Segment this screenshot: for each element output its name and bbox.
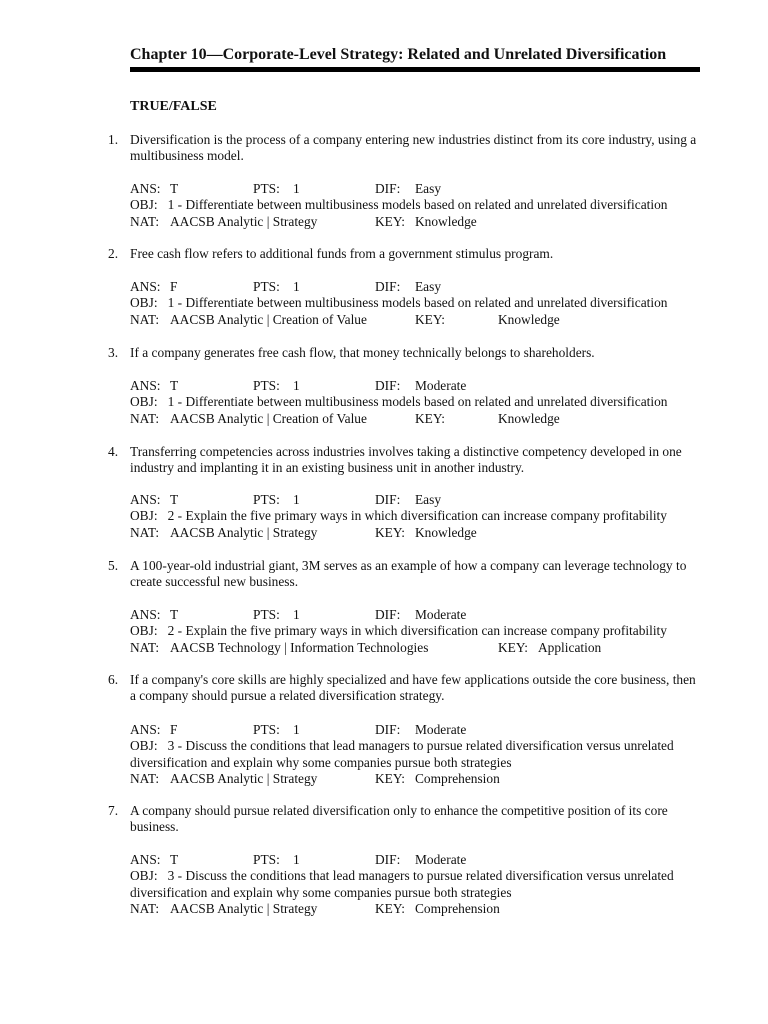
question-number: 3.	[108, 345, 119, 360]
answer-row	[130, 181, 730, 197]
answer-row	[130, 722, 730, 738]
pts-value: 1	[293, 378, 300, 393]
pts-value: 1	[293, 181, 300, 196]
key-value: Knowledge	[498, 410, 560, 426]
obj-label: OBJ:	[130, 508, 158, 524]
nat-label: NAT:	[130, 311, 160, 327]
question-meta	[130, 181, 730, 230]
key-value: Application	[538, 639, 602, 655]
ans-label: ANS:	[130, 607, 161, 622]
ans-value: T	[170, 852, 179, 867]
question-meta	[130, 378, 730, 427]
ans-value: F	[170, 722, 178, 737]
key-value: Knowledge	[415, 524, 477, 540]
key-label: KEY:	[375, 901, 406, 917]
question-text: A company should pursue related diversification only to enhance the competitive position of its core business.	[130, 803, 668, 835]
nat-value: AACSB Technology | Information Technologies	[170, 639, 429, 655]
pts-label: PTS:	[253, 492, 280, 507]
ans-label: ANS:	[130, 378, 161, 393]
obj-label: OBJ:	[130, 394, 158, 410]
nat-label: NAT:	[130, 410, 160, 426]
key-label: KEY:	[498, 639, 529, 655]
question-text: Diversification is the process of a company entering new industries distinct from its core industry, using a multibusiness model.	[130, 132, 697, 164]
obj-label: OBJ:	[130, 197, 158, 213]
nat-value: AACSB Analytic | Strategy	[170, 524, 318, 540]
question-number: 7.	[108, 803, 119, 818]
answer-row	[130, 492, 730, 508]
objective-row	[130, 197, 700, 213]
title-rule	[130, 67, 700, 72]
ans-value: T	[170, 607, 179, 622]
ans-value: F	[170, 279, 178, 294]
obj-value: 3 - Discuss the conditions that lead managers to pursue related diversification versus unrelated diversification and explain why some companies pursue both strategies	[130, 868, 674, 900]
pts-label: PTS:	[253, 607, 280, 622]
dif-label: DIF:	[375, 852, 401, 867]
ans-label: ANS:	[130, 722, 161, 737]
nat-key-row	[130, 901, 730, 917]
pts-label: PTS:	[253, 722, 280, 737]
obj-value: 3 - Discuss the conditions that lead managers to pursue related diversification versus unrelated diversification and explain why some companies pursue both strategies	[130, 738, 674, 770]
nat-key-row	[130, 525, 730, 541]
obj-value: 2 - Explain the five primary ways in which diversification can increase company profitability	[167, 508, 667, 524]
nat-key-row	[130, 312, 730, 328]
pts-label: PTS:	[253, 378, 280, 393]
nat-key-row	[130, 411, 730, 427]
question-number: 2.	[108, 246, 119, 261]
dif-label: DIF:	[375, 279, 401, 294]
ans-label: ANS:	[130, 492, 161, 507]
question-number: 1.	[108, 132, 119, 147]
answer-row	[130, 852, 730, 868]
pts-value: 1	[293, 852, 300, 867]
pts-label: PTS:	[253, 181, 280, 196]
question-text: Transferring competencies across industries involves taking a distinctive competency developed in one industry and implanting it in an existing business unit in another industry.	[130, 444, 682, 476]
key-value: Knowledge	[498, 311, 560, 327]
dif-label: DIF:	[375, 607, 401, 622]
objective-row	[130, 868, 700, 901]
obj-label: OBJ:	[130, 738, 158, 754]
question-text: If a company generates free cash flow, that money technically belongs to shareholders.	[130, 345, 595, 360]
pts-value: 1	[293, 607, 300, 622]
dif-label: DIF:	[375, 181, 401, 196]
dif-label: DIF:	[375, 378, 401, 393]
question-text: If a company's core skills are highly specialized and have few applications outside the core business, then a company should pursue a related diversification strategy.	[130, 672, 696, 704]
ans-value: T	[170, 378, 179, 393]
nat-value: AACSB Analytic | Strategy	[170, 901, 318, 917]
question-text: Free cash flow refers to additional funds from a government stimulus program.	[130, 246, 554, 261]
nat-label: NAT:	[130, 213, 160, 229]
dif-value: Moderate	[415, 852, 467, 867]
section-heading: TRUE/FALSE	[130, 99, 217, 114]
question-text: A 100-year-old industrial giant, 3M serves as an example of how a company can leverage technology to create successful new business.	[130, 558, 687, 590]
pts-label: PTS:	[253, 852, 280, 867]
pts-value: 1	[293, 492, 300, 507]
obj-value: 1 - Differentiate between multibusiness models based on related and unrelated diversification	[167, 197, 668, 213]
key-value: Knowledge	[415, 213, 477, 229]
obj-value: 1 - Differentiate between multibusiness models based on related and unrelated diversification	[167, 394, 668, 410]
dif-value: Easy	[415, 492, 442, 507]
objective-row	[130, 738, 700, 771]
key-label: KEY:	[375, 213, 406, 229]
nat-value: AACSB Analytic | Strategy	[170, 213, 318, 229]
question-meta	[130, 492, 730, 541]
nat-value: AACSB Analytic | Strategy	[170, 771, 318, 787]
obj-value: 1 - Differentiate between multibusiness models based on related and unrelated diversification	[167, 295, 668, 311]
question-number: 5.	[108, 558, 119, 573]
answer-row	[130, 279, 730, 295]
key-label: KEY:	[375, 771, 406, 787]
ans-value: T	[170, 492, 179, 507]
dif-value: Easy	[415, 181, 442, 196]
objective-row	[130, 295, 700, 311]
key-value: Comprehension	[415, 901, 500, 917]
dif-value: Easy	[415, 279, 442, 294]
obj-label: OBJ:	[130, 623, 158, 639]
nat-key-row	[130, 214, 730, 230]
question-number: 6.	[108, 672, 119, 687]
ans-label: ANS:	[130, 279, 161, 294]
answer-row	[130, 607, 730, 623]
nat-value: AACSB Analytic | Creation of Value	[170, 311, 367, 327]
answer-row	[130, 378, 730, 394]
page-title: Chapter 10—Corporate-Level Strategy: Related and Unrelated Diversification	[130, 46, 667, 63]
nat-value: AACSB Analytic | Creation of Value	[170, 410, 367, 426]
ans-value: T	[170, 181, 179, 196]
pts-value: 1	[293, 722, 300, 737]
key-label: KEY:	[415, 311, 446, 327]
obj-label: OBJ:	[130, 295, 158, 311]
pts-label: PTS:	[253, 279, 280, 294]
dif-value: Moderate	[415, 722, 467, 737]
dif-value: Moderate	[415, 607, 467, 622]
nat-label: NAT:	[130, 639, 160, 655]
nat-label: NAT:	[130, 771, 160, 787]
obj-value: 2 - Explain the five primary ways in which diversification can increase company profitability	[167, 623, 667, 639]
dif-label: DIF:	[375, 722, 401, 737]
nat-label: NAT:	[130, 524, 160, 540]
objective-row	[130, 394, 700, 410]
nat-key-row	[130, 640, 730, 656]
pts-value: 1	[293, 279, 300, 294]
nat-key-row	[130, 771, 730, 787]
question-meta	[130, 852, 730, 918]
dif-label: DIF:	[375, 492, 401, 507]
objective-row	[130, 508, 700, 524]
ans-label: ANS:	[130, 852, 161, 867]
obj-label: OBJ:	[130, 868, 158, 884]
question-meta	[130, 279, 730, 328]
question-meta	[130, 607, 730, 656]
key-label: KEY:	[415, 410, 446, 426]
objective-row	[130, 623, 700, 639]
nat-label: NAT:	[130, 901, 160, 917]
question-number: 4.	[108, 444, 119, 459]
key-value: Comprehension	[415, 771, 500, 787]
dif-value: Moderate	[415, 378, 467, 393]
ans-label: ANS:	[130, 181, 161, 196]
question-meta	[130, 722, 730, 788]
key-label: KEY:	[375, 524, 406, 540]
